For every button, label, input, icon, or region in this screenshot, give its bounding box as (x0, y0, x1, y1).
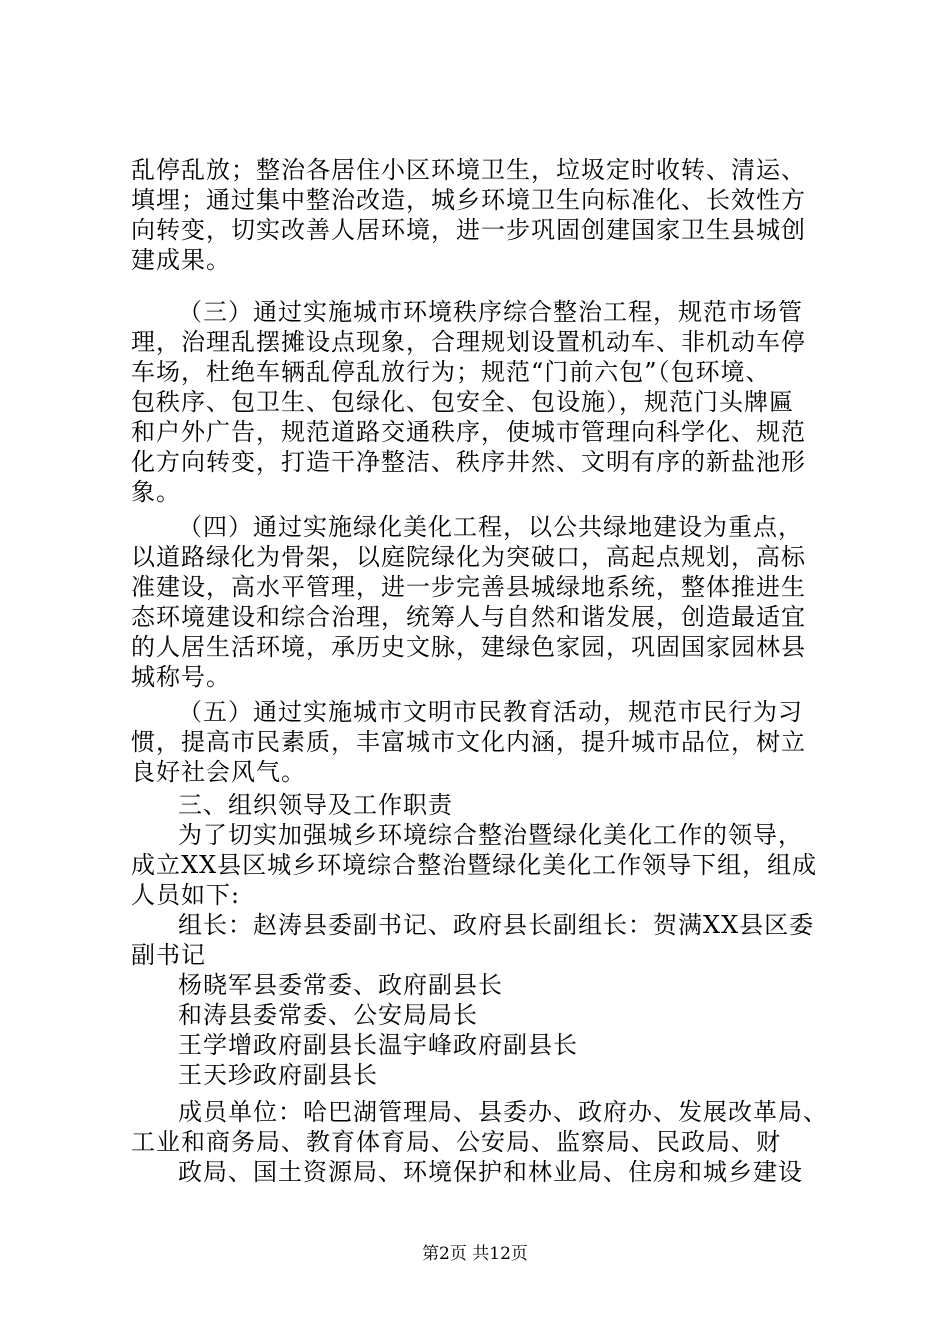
text-line: 车场，杜绝车辆乱停乱放行为；规范“门前六包”（包环境、 (131, 358, 771, 386)
text-line: 良好社会风气。 (131, 758, 306, 786)
text-line: 理，治理乱摆摊设点现象，合理规划设置机动车、非机动车停 (131, 328, 806, 356)
text-line: 工业和商务局、教育体育局、公安局、监察局、民政局、财 (131, 1128, 781, 1156)
text-line: 建成果。 (131, 246, 231, 274)
text-line: 态环境建设和综合治理，统筹人与自然和谐发展，创造最适宜 (131, 603, 806, 631)
text-line: 成员单位：哈巴湖管理局、县委办、政府办、发展改革局、 (178, 1098, 828, 1126)
text-line: 乱停乱放；整治各居住小区环境卫生，垃圾定时收转、清运、 (131, 156, 806, 184)
text-line: 城称号。 (131, 663, 231, 691)
text-line: 向转变，切实改善人居环境，进一步巩固创建国家卫生县城创 (131, 216, 806, 244)
text-line: 和涛县委常委、公安局局长 (178, 1001, 478, 1029)
text-line: 化方向转变，打造干净整洁、秩序井然、文明有序的新盐池形 (131, 448, 806, 476)
text-line: 包秩序、包卫生、包绿化、包安全、包设施），规范门头牌匾 (131, 388, 794, 416)
text-line: 的人居生活环境，承历史文脉，建绿色家园，巩固国家园林县 (131, 633, 806, 661)
text-line: （五）通过实施城市文明市民教育活动，规范市民行为习 (178, 698, 803, 726)
text-line: 为了切实加强城乡环境综合整治暨绿化美化工作的领导， (178, 821, 803, 849)
text-line: 政局、国土资源局、环境保护和林业局、住房和城乡建设 (178, 1158, 803, 1186)
text-line: 和户外广告，规范道路交通秩序，使城市管理向科学化、规范 (131, 418, 806, 446)
text-line: 成立XX县区城乡环境综合整治暨绿化美化工作领导下组，组成 (131, 851, 818, 879)
text-line: （三）通过实施城市环境秩序综合整治工程，规范市场管 (178, 298, 803, 326)
section-heading: 三、组织领导及工作职责 (178, 791, 453, 819)
text-line: 王学增政府副县长温宇峰政府副县长 (178, 1031, 578, 1059)
text-line: 组长：赵涛县委副书记、政府县长副组长：贺满XX县区委 (178, 911, 815, 939)
text-line: 填埋；通过集中整治改造，城乡环境卫生向标准化、长效性方 (131, 186, 806, 214)
text-line: （四）通过实施绿化美化工程，以公共绿地建设为重点， (178, 513, 803, 541)
text-line: 准建设，高水平管理，进一步完善县城绿地系统，整体推进生 (131, 573, 806, 601)
text-line: 象。 (131, 478, 181, 506)
text-line: 惯，提高市民素质，丰富城市文化内涵，提升城市品位，树立 (131, 728, 806, 756)
text-line: 副书记 (131, 941, 206, 969)
page-number: 第2页 共12页 (422, 1244, 528, 1264)
text-line: 以道路绿化为骨架，以庭院绿化为突破口，高起点规划，高标 (131, 543, 806, 571)
text-line: 王天珍政府副县长 (178, 1061, 378, 1089)
text-line: 人员如下: (131, 881, 241, 909)
text-line: 杨晓军县委常委、政府副县长 (178, 971, 503, 999)
